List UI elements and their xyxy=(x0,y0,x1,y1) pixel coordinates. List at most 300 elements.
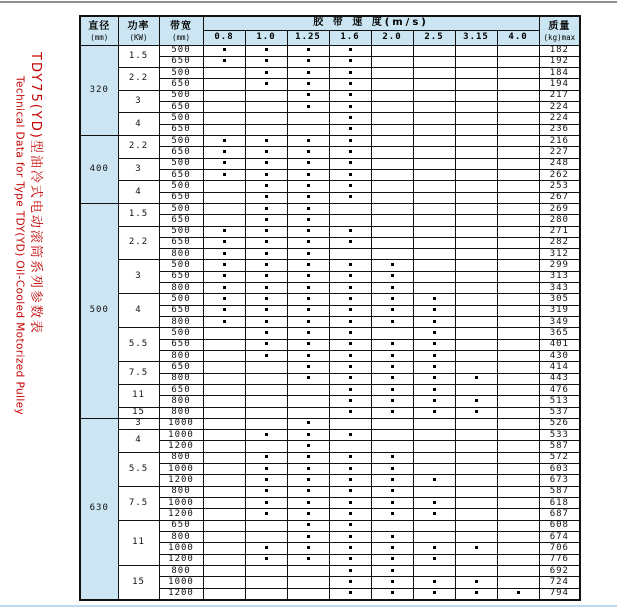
speed-dot-cell xyxy=(287,588,329,600)
speed-dot-cell xyxy=(371,396,413,407)
speed-dot-cell xyxy=(329,407,371,418)
speed-dot-cell xyxy=(497,169,539,180)
speed-dot-cell xyxy=(371,271,413,282)
dot-marker xyxy=(391,489,394,492)
belt-width-cell: 800 xyxy=(159,350,203,361)
belt-width-cell: 500 xyxy=(159,45,203,56)
dot-marker xyxy=(349,274,352,277)
dot-marker xyxy=(433,478,436,481)
speed-dot-cell xyxy=(371,486,413,497)
dot-marker xyxy=(433,365,436,368)
table-row xyxy=(80,226,580,237)
speed-dot-cell xyxy=(245,136,287,147)
speed-dot-cell xyxy=(287,192,329,203)
speed-dot-cell xyxy=(287,554,329,565)
speed-dot-cell xyxy=(413,147,455,158)
table-row xyxy=(80,45,580,56)
speed-dot-cell xyxy=(497,339,539,350)
power-cell: 1.5 xyxy=(118,45,159,68)
belt-width-cell: 800 xyxy=(159,531,203,542)
speed-dot-cell xyxy=(455,464,497,475)
speed-dot-cell xyxy=(497,215,539,226)
speed-dot-cell xyxy=(203,158,245,169)
speed-dot-cell xyxy=(413,158,455,169)
dot-marker xyxy=(265,297,268,300)
speed-dot-cell xyxy=(371,215,413,226)
speed-dot-cell xyxy=(287,452,329,463)
dot-marker xyxy=(391,478,394,481)
speed-dot-cell xyxy=(413,486,455,497)
dot-marker xyxy=(433,388,436,391)
speed-dot-cell xyxy=(455,147,497,158)
speed-dot-cell xyxy=(497,192,539,203)
speed-dot-cell xyxy=(329,441,371,452)
table-body xyxy=(80,45,580,600)
speed-dot-cell xyxy=(287,260,329,271)
belt-width-cell: 800 xyxy=(159,396,203,407)
belt-width-cell: 500 xyxy=(159,158,203,169)
speed-dot-cell xyxy=(455,362,497,373)
belt-width-cell: 650 xyxy=(159,520,203,531)
power-cell: 3 xyxy=(118,90,159,113)
speed-dot-cell xyxy=(497,124,539,135)
speed-dot-cell xyxy=(371,90,413,101)
belt-width-cell: 500 xyxy=(159,226,203,237)
speed-dot-cell xyxy=(497,305,539,316)
speed-dot-cell xyxy=(287,350,329,361)
speed-dot-cell xyxy=(455,136,497,147)
speed-dot-cell xyxy=(413,283,455,294)
speed-dot-cell xyxy=(287,215,329,226)
speed-dot-cell xyxy=(287,226,329,237)
belt-width-cell: 800 xyxy=(159,565,203,576)
speed-dot-cell xyxy=(245,249,287,260)
dot-marker xyxy=(349,82,352,85)
speed-dot-cell xyxy=(203,452,245,463)
dot-marker xyxy=(391,342,394,345)
belt-width-cell: 650 xyxy=(159,56,203,67)
speed-dot-cell xyxy=(413,362,455,373)
speed-dot-cell xyxy=(203,102,245,113)
speed-dot-cell xyxy=(497,136,539,147)
dot-marker xyxy=(433,297,436,300)
speed-dot-cell xyxy=(497,102,539,113)
dot-marker xyxy=(265,218,268,221)
belt-width-cell: 800 xyxy=(159,452,203,463)
mass-cell: 236 xyxy=(539,124,580,135)
speed-dot-cell xyxy=(371,169,413,180)
speed-dot-cell xyxy=(329,305,371,316)
belt-width-cell: 650 xyxy=(159,339,203,350)
power-cell: 5.5 xyxy=(118,328,159,362)
dot-marker xyxy=(223,240,226,243)
diameter-cell: 320 xyxy=(80,45,118,136)
dot-marker xyxy=(307,535,310,538)
speed-dot-cell xyxy=(287,136,329,147)
speed-dot-cell xyxy=(497,554,539,565)
speed-col-header: 3.15 xyxy=(455,30,497,45)
speed-dot-cell xyxy=(455,396,497,407)
dot-marker xyxy=(475,410,478,413)
speed-dot-cell xyxy=(245,396,287,407)
speed-dot-cell xyxy=(497,350,539,361)
speed-dot-cell xyxy=(287,147,329,158)
table-row xyxy=(80,68,580,79)
table-row xyxy=(80,113,580,124)
speed-dot-cell xyxy=(329,203,371,214)
mass-cell: 192 xyxy=(539,56,580,67)
speed-dot-cell xyxy=(245,520,287,531)
speed-dot-cell xyxy=(287,362,329,373)
speed-dot-cell xyxy=(497,271,539,282)
dot-marker xyxy=(307,93,310,96)
mass-cell: 674 xyxy=(539,531,580,542)
speed-dot-cell xyxy=(203,317,245,328)
speed-dot-cell xyxy=(329,430,371,441)
power-cell: 15 xyxy=(118,565,159,600)
dot-marker xyxy=(307,195,310,198)
speed-dot-cell xyxy=(287,158,329,169)
dot-marker xyxy=(307,342,310,345)
mass-cell: 476 xyxy=(539,384,580,395)
speed-dot-cell xyxy=(455,79,497,90)
speed-dot-cell xyxy=(245,45,287,56)
table-row xyxy=(80,158,580,169)
speed-dot-cell xyxy=(245,475,287,486)
page-bottom-rule xyxy=(0,605,617,607)
dot-marker xyxy=(391,501,394,504)
speed-dot-cell xyxy=(287,90,329,101)
speed-dot-cell xyxy=(245,226,287,237)
mass-cell: 267 xyxy=(539,192,580,203)
dot-marker xyxy=(349,557,352,560)
speed-dot-cell xyxy=(245,158,287,169)
dot-marker xyxy=(223,252,226,255)
belt-width-cell: 1200 xyxy=(159,441,203,452)
speed-dot-cell xyxy=(245,181,287,192)
speed-dot-cell xyxy=(287,169,329,180)
mass-cell: 794 xyxy=(539,588,580,600)
speed-dot-cell xyxy=(329,249,371,260)
dot-marker xyxy=(223,229,226,232)
speed-dot-cell xyxy=(203,305,245,316)
diameter-cell: 500 xyxy=(80,203,118,418)
speed-dot-cell xyxy=(245,215,287,226)
dot-marker xyxy=(391,535,394,538)
speed-dot-cell xyxy=(371,339,413,350)
belt-width-cell: 800 xyxy=(159,249,203,260)
dot-marker xyxy=(307,263,310,266)
speed-dot-cell xyxy=(287,102,329,113)
mass-cell: 299 xyxy=(539,260,580,271)
dot-marker xyxy=(349,161,352,164)
mass-cell: 217 xyxy=(539,90,580,101)
speed-dot-cell xyxy=(455,271,497,282)
speed-dot-cell xyxy=(371,520,413,531)
dot-marker xyxy=(307,297,310,300)
dot-marker xyxy=(265,173,268,176)
speed-dot-cell xyxy=(329,498,371,509)
dot-marker xyxy=(265,48,268,51)
speed-dot-cell xyxy=(245,373,287,384)
speed-dot-cell xyxy=(329,68,371,79)
speed-dot-cell xyxy=(329,237,371,248)
speed-dot-cell xyxy=(287,113,329,124)
speed-dot-cell xyxy=(203,56,245,67)
dot-marker xyxy=(307,354,310,357)
speed-dot-cell xyxy=(329,192,371,203)
speed-dot-cell xyxy=(455,543,497,554)
dot-marker xyxy=(349,512,352,515)
table-row xyxy=(80,181,580,192)
speed-dot-cell xyxy=(497,588,539,600)
speed-dot-cell xyxy=(329,215,371,226)
belt-width-cell: 1200 xyxy=(159,554,203,565)
speed-dot-cell xyxy=(371,317,413,328)
belt-width-cell: 500 xyxy=(159,113,203,124)
speed-dot-cell xyxy=(455,124,497,135)
dot-marker xyxy=(349,501,352,504)
mass-cell: 365 xyxy=(539,328,580,339)
speed-dot-cell xyxy=(413,464,455,475)
speed-dot-cell xyxy=(371,531,413,542)
speed-dot-cell xyxy=(329,486,371,497)
power-cell: 2.2 xyxy=(118,68,159,91)
speed-dot-cell xyxy=(329,124,371,135)
speed-dot-cell xyxy=(245,452,287,463)
dot-marker xyxy=(433,580,436,583)
speed-dot-cell xyxy=(245,543,287,554)
speed-dot-cell xyxy=(413,192,455,203)
speed-dot-cell xyxy=(287,249,329,260)
dot-marker xyxy=(265,501,268,504)
dot-marker xyxy=(475,580,478,583)
dot-marker xyxy=(307,320,310,323)
speed-dot-cell xyxy=(413,45,455,56)
dot-marker xyxy=(307,274,310,277)
speed-dot-cell xyxy=(413,136,455,147)
speed-dot-cell xyxy=(203,350,245,361)
belt-width-cell: 800 xyxy=(159,373,203,384)
speed-dot-cell xyxy=(413,588,455,600)
mass-cell: 603 xyxy=(539,464,580,475)
speed-dot-cell xyxy=(455,45,497,56)
speed-dot-cell xyxy=(455,509,497,520)
speed-dot-cell xyxy=(497,464,539,475)
dot-marker xyxy=(307,501,310,504)
dot-marker xyxy=(265,240,268,243)
table-row xyxy=(80,136,580,147)
dot-marker xyxy=(349,331,352,334)
speed-dot-cell xyxy=(203,531,245,542)
speed-dot-cell xyxy=(329,317,371,328)
speed-dot-cell xyxy=(455,283,497,294)
speed-dot-cell xyxy=(497,565,539,576)
dot-marker xyxy=(307,139,310,142)
speed-dot-cell xyxy=(413,226,455,237)
speed-dot-cell xyxy=(413,430,455,441)
speed-dot-cell xyxy=(371,136,413,147)
speed-dot-cell xyxy=(287,45,329,56)
dot-marker xyxy=(391,286,394,289)
dot-marker xyxy=(391,388,394,391)
speed-dot-cell xyxy=(371,407,413,418)
dot-marker xyxy=(349,489,352,492)
speed-dot-cell xyxy=(329,136,371,147)
belt-width-cell: 650 xyxy=(159,147,203,158)
dot-marker xyxy=(349,263,352,266)
dot-marker xyxy=(349,320,352,323)
dot-marker xyxy=(307,105,310,108)
speed-dot-cell xyxy=(203,68,245,79)
speed-dot-cell xyxy=(203,260,245,271)
dot-marker xyxy=(265,195,268,198)
speed-dot-cell xyxy=(413,396,455,407)
speed-dot-cell xyxy=(203,249,245,260)
dot-marker xyxy=(265,82,268,85)
speed-dot-cell xyxy=(455,531,497,542)
speed-dot-cell xyxy=(455,554,497,565)
dot-marker xyxy=(433,331,436,334)
speed-dot-cell xyxy=(497,90,539,101)
speed-dot-cell xyxy=(287,237,329,248)
belt-width-cell: 650 xyxy=(159,384,203,395)
dot-marker xyxy=(307,286,310,289)
diameter-cell: 400 xyxy=(80,136,118,204)
dot-marker xyxy=(391,512,394,515)
speed-dot-cell xyxy=(245,486,287,497)
speed-dot-cell xyxy=(413,441,455,452)
speed-dot-cell xyxy=(203,203,245,214)
speed-dot-cell xyxy=(371,464,413,475)
speed-dot-cell xyxy=(329,509,371,520)
speed-dot-cell xyxy=(329,350,371,361)
speed-dot-cell xyxy=(413,475,455,486)
speed-dot-cell xyxy=(497,226,539,237)
dot-marker xyxy=(391,580,394,583)
speed-dot-cell xyxy=(329,45,371,56)
speed-dot-cell xyxy=(413,543,455,554)
speed-dot-cell xyxy=(497,520,539,531)
dot-marker xyxy=(349,388,352,391)
speed-dot-cell xyxy=(413,124,455,135)
dot-marker xyxy=(223,263,226,266)
mass-column-header xyxy=(539,16,580,45)
speed-dot-cell xyxy=(245,430,287,441)
speed-dot-cell xyxy=(455,181,497,192)
dot-marker xyxy=(433,342,436,345)
speed-dot-cell xyxy=(287,464,329,475)
dot-marker xyxy=(349,48,352,51)
speed-dot-cell xyxy=(497,317,539,328)
belt-width-header-unit: (mm) xyxy=(171,33,191,42)
dot-marker xyxy=(223,308,226,311)
speed-dot-cell xyxy=(455,452,497,463)
speed-dot-cell xyxy=(455,305,497,316)
speed-dot-cell xyxy=(203,577,245,588)
speed-dot-cell xyxy=(455,169,497,180)
speed-dot-cell xyxy=(497,509,539,520)
speed-dot-cell xyxy=(329,90,371,101)
speed-dot-cell xyxy=(455,441,497,452)
speed-dot-cell xyxy=(329,339,371,350)
belt-width-cell: 650 xyxy=(159,362,203,373)
power-cell: 2.2 xyxy=(118,226,159,260)
speed-dot-cell xyxy=(497,113,539,124)
speed-dot-cell xyxy=(455,68,497,79)
dot-marker xyxy=(265,286,268,289)
speed-dot-cell xyxy=(245,565,287,576)
power-cell: 3 xyxy=(118,158,159,181)
speed-dot-cell xyxy=(455,407,497,418)
speed-dot-cell xyxy=(455,215,497,226)
speed-dot-cell xyxy=(287,181,329,192)
mass-cell: 282 xyxy=(539,237,580,248)
speed-dot-cell xyxy=(203,283,245,294)
dot-marker xyxy=(307,218,310,221)
speed-dot-cell xyxy=(287,577,329,588)
speed-dot-cell xyxy=(497,430,539,441)
dot-marker xyxy=(265,252,268,255)
dot-marker xyxy=(475,591,478,594)
dot-marker xyxy=(349,139,352,142)
vertical-title-english: Technical Data for Type TDY(YD) Oil-Cooled Motorized Pulley xyxy=(13,76,26,416)
speed-dot-cell xyxy=(413,169,455,180)
speed-dot-cell xyxy=(413,452,455,463)
speed-dot-cell xyxy=(203,418,245,429)
speed-dot-cell xyxy=(287,56,329,67)
belt-width-cell: 500 xyxy=(159,294,203,305)
belt-width-cell: 650 xyxy=(159,271,203,282)
speed-dot-cell xyxy=(329,475,371,486)
dot-marker xyxy=(223,286,226,289)
dot-marker xyxy=(265,512,268,515)
dot-marker xyxy=(223,48,226,51)
speed-dot-cell xyxy=(245,384,287,395)
belt-speed-group-header: 胶 带 速 度(m/s) xyxy=(203,16,539,30)
speed-dot-cell xyxy=(329,102,371,113)
belt-width-cell: 500 xyxy=(159,181,203,192)
dot-marker xyxy=(265,308,268,311)
belt-width-cell: 650 xyxy=(159,124,203,135)
table-row xyxy=(80,407,580,418)
mass-cell: 618 xyxy=(539,498,580,509)
mass-cell: 253 xyxy=(539,181,580,192)
belt-width-cell: 500 xyxy=(159,68,203,79)
speed-dot-cell xyxy=(371,543,413,554)
mass-cell: 182 xyxy=(539,45,580,56)
speed-dot-cell xyxy=(245,192,287,203)
speed-col-header: 1.6 xyxy=(329,30,371,45)
speed-dot-cell xyxy=(203,407,245,418)
dot-marker xyxy=(223,59,226,62)
dot-marker xyxy=(307,478,310,481)
speed-dot-cell xyxy=(287,441,329,452)
speed-dot-cell xyxy=(413,203,455,214)
mass-cell: 673 xyxy=(539,475,580,486)
dot-marker xyxy=(307,308,310,311)
speed-dot-cell xyxy=(287,203,329,214)
speed-dot-cell xyxy=(455,565,497,576)
table-row xyxy=(80,430,580,441)
speed-dot-cell xyxy=(203,169,245,180)
mass-cell: 608 xyxy=(539,520,580,531)
power-cell: 7.5 xyxy=(118,486,159,520)
dot-marker xyxy=(391,376,394,379)
table-row xyxy=(80,418,580,429)
speed-dot-cell xyxy=(203,181,245,192)
diameter-column-header xyxy=(80,16,118,45)
